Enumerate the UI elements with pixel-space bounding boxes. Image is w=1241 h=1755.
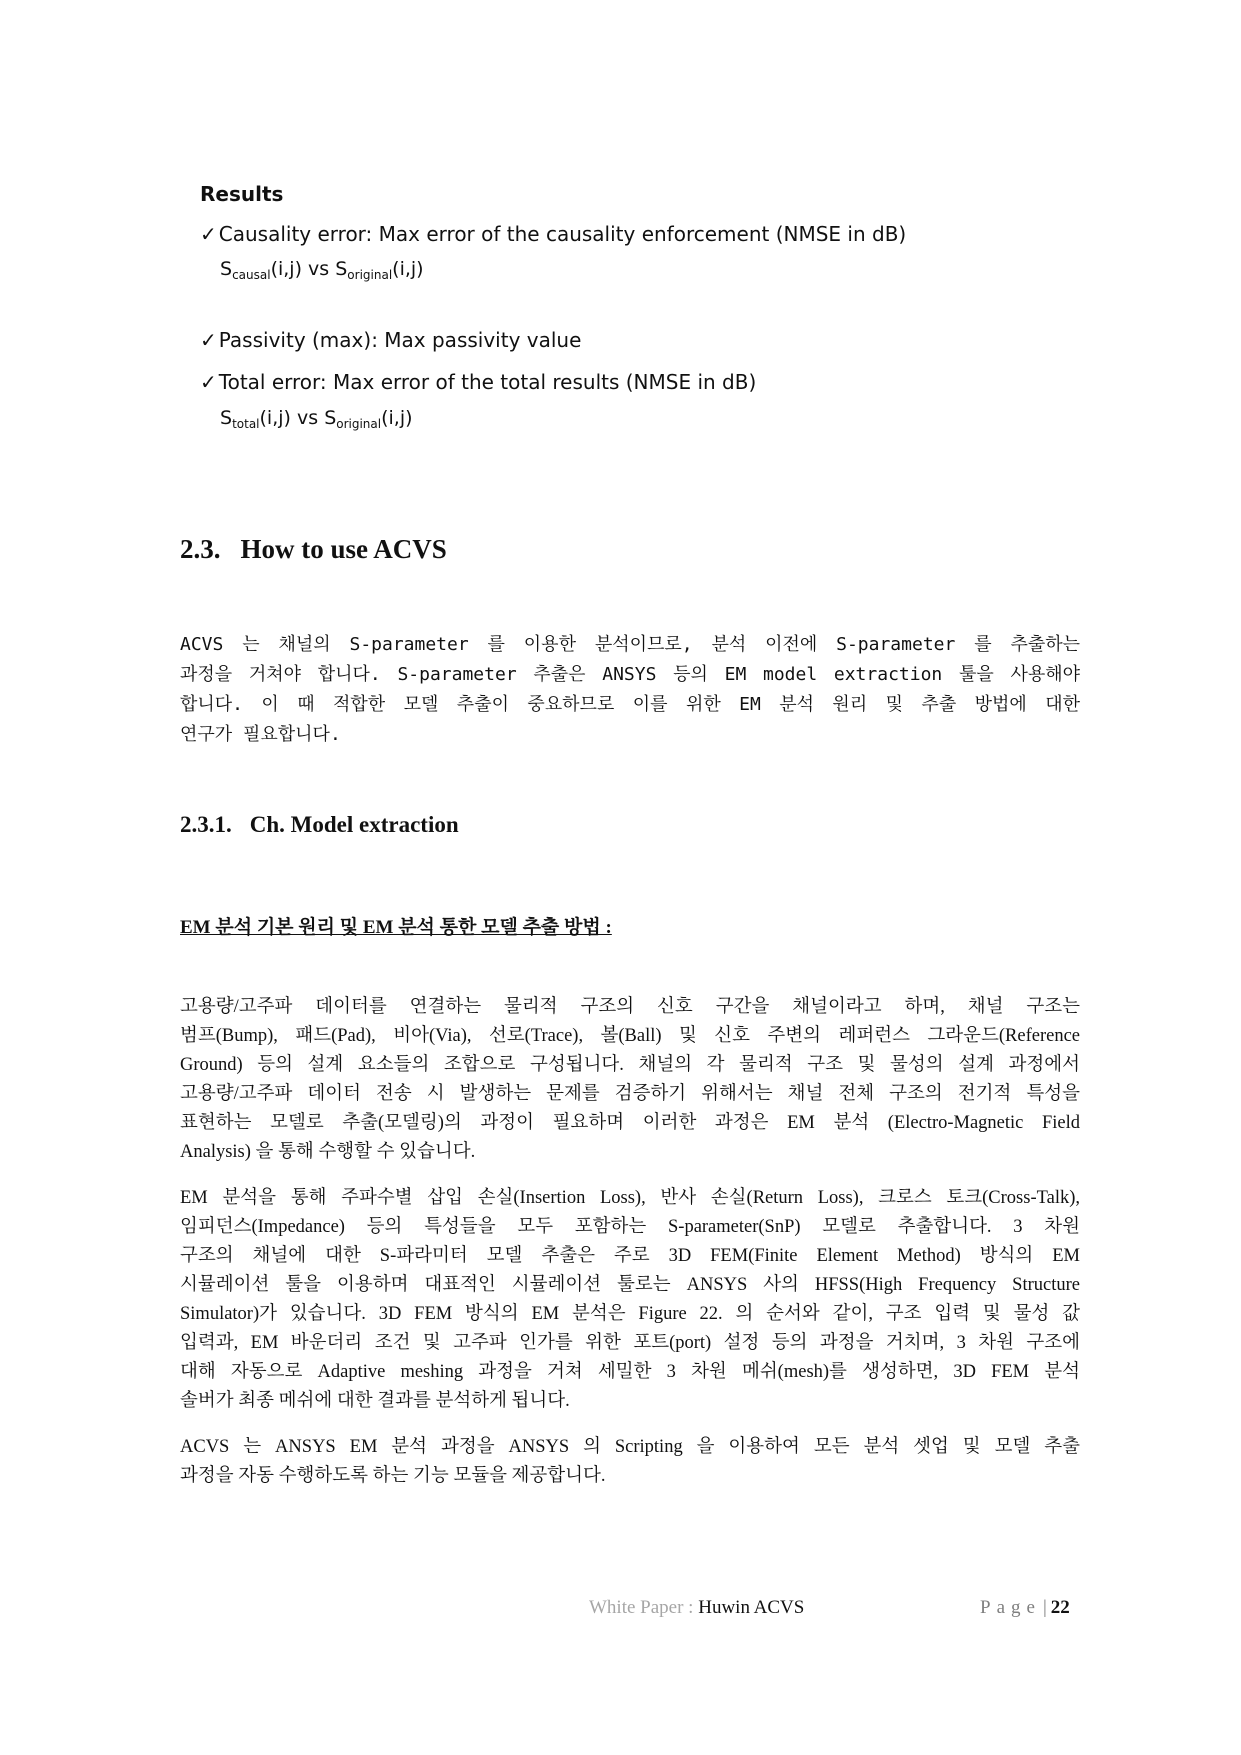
footer-title-prefix: White Paper : xyxy=(589,1597,699,1618)
bullet-causality-error xyxy=(200,222,906,246)
footer-page-number xyxy=(980,1597,1070,1619)
section-number: 2.3. xyxy=(180,534,221,564)
paragraph-line: Ground) 등의 설계 요소들의 조합으로 구성됩니다. 채널의 각 물리적 구조 및 물성의 설계 과정에서 xyxy=(180,1055,1080,1075)
formula-args: (i,j) xyxy=(381,407,413,429)
footer-title-name: Huwin ACVS xyxy=(698,1597,805,1618)
paragraph-line: 표현하는 모델로 추출(모델링)의 과정이 필요하며 이러한 과정은 EM 분석 (Electro-Magnetic Field xyxy=(180,1113,1080,1133)
paragraph-line: 시뮬레이션 툴을 이용하며 대표적인 시뮬레이션 툴로는 ANSYS 사의 HFSS(High Frequency Structure xyxy=(180,1275,1080,1295)
formula-symbol: S xyxy=(335,258,348,280)
paragraph-line: 고용량/고주파 데이터 전송 시 발생하는 문제를 검증하기 위해서는 채널 전체 구조의 전기적 특성을 xyxy=(180,1084,1080,1104)
formula-symbol: S xyxy=(324,407,337,429)
footer-title xyxy=(589,1597,804,1619)
paragraph-line: Simulator)가 있습니다. 3D FEM 방식의 EM 분석은 Figure 22. 의 순서와 같이, 구조 입력 및 물성 값 xyxy=(180,1304,1080,1324)
subsection-heading xyxy=(180,812,459,838)
paragraph-line: 임피던스(Impedance) 등의 특성들을 모두 포함하는 S-parameter(SnP) 모델로 추출합니다. 3 차원 xyxy=(180,1217,1080,1237)
em-principle-heading: EM 분석 기본 원리 및 EM 분석 통한 모델 추출 방법 : xyxy=(180,917,612,938)
body-paragraph-1 xyxy=(180,993,1080,1167)
paragraph-line: ACVS 는 채널의 S-parameter 를 이용한 분석이므로, 분석 이전에 S-parameter 를 추출하는 xyxy=(180,634,1080,655)
checkmark-icon: ✓ xyxy=(200,222,217,246)
section-heading xyxy=(180,534,447,565)
paragraph-line: 합니다. 이 때 적합한 모델 추출이 중요하므로 이를 위한 EM 분석 원리 및 추출 방법에 대한 xyxy=(180,694,1080,715)
subsection-number: 2.3.1. xyxy=(180,812,232,837)
paragraph-line: ACVS 는 ANSYS EM 분석 과정을 ANSYS 의 Scripting 을 이용하여 모든 분석 셋업 및 모델 추출 xyxy=(180,1437,1080,1457)
formula-args: (i,j) xyxy=(270,258,302,280)
page-number: 22 xyxy=(1050,1597,1070,1618)
checkmark-icon: ✓ xyxy=(200,370,217,394)
paragraph-line: EM 분석을 통해 주파수별 삽입 손실(Insertion Loss), 반사 손실(Return Loss), 크로스 토크(Cross-Talk), xyxy=(180,1188,1080,1208)
formula-subscript: original xyxy=(347,268,393,282)
formula-vs: vs xyxy=(290,407,325,429)
formula-symbol: S xyxy=(220,258,233,280)
bullet-total-error xyxy=(200,370,756,394)
section-title: How to use ACVS xyxy=(240,534,447,564)
paragraph-line: 솔버가 최종 메쉬에 대한 결과를 분석하게 됩니다. xyxy=(180,1391,570,1411)
bullet-passivity xyxy=(200,328,581,352)
formula-causal-vs-original xyxy=(220,258,424,282)
paragraph-line: 과정을 거쳐야 합니다. S-parameter 추출은 ANSYS 등의 EM model extraction 툴을 사용해야 xyxy=(180,664,1080,685)
bullet-text: Passivity (max): Max passivity value xyxy=(218,328,582,352)
paragraph-line: 대해 자동으로 Adaptive meshing 과정을 거쳐 세밀한 3 차원 메쉬(mesh)를 생성하면, 3D FEM 분석 xyxy=(180,1362,1080,1382)
formula-total-vs-original xyxy=(220,407,413,431)
paragraph-line: 고용량/고주파 데이터를 연결하는 물리적 구조의 신호 구간을 채널이라고 하며, 채널 구조는 xyxy=(180,997,1080,1017)
body-paragraph-2 xyxy=(180,1184,1080,1416)
bullet-text: Total error: Max error of the total results (NMSE in dB) xyxy=(218,370,757,394)
formula-subscript: total xyxy=(232,417,260,431)
paragraph-line: Analysis) 을 통해 수행할 수 있습니다. xyxy=(180,1142,476,1162)
paragraph-line: 연구가 필요합니다. xyxy=(180,724,341,745)
subsection-title: Ch. Model extraction xyxy=(249,812,459,837)
footer-separator: | xyxy=(1042,1597,1047,1618)
body-paragraph-3 xyxy=(180,1433,1080,1491)
formula-subscript: original xyxy=(336,417,382,431)
formula-symbol: S xyxy=(220,407,233,429)
bullet-text: Causality error: Max error of the causality enforcement (NMSE in dB) xyxy=(218,222,907,246)
results-heading: Results xyxy=(200,182,284,206)
formula-vs: vs xyxy=(302,258,336,280)
formula-args: (i,j) xyxy=(392,258,424,280)
checkmark-icon: ✓ xyxy=(200,328,217,352)
paragraph-line: 입력과, EM 바운더리 조건 및 고주파 인가를 위한 포트(port) 설정 등의 과정을 거치며, 3 차원 구조에 xyxy=(180,1333,1080,1353)
formula-subscript: causal xyxy=(232,268,271,282)
paragraph-line: 범프(Bump), 패드(Pad), 비아(Via), 선로(Trace), 볼(Ball) 및 신호 주변의 레퍼런스 그라운드(Reference xyxy=(180,1026,1080,1046)
footer-page-word: Page xyxy=(980,1597,1041,1618)
paragraph-line: 과정을 자동 수행하도록 하는 기능 모듈을 제공합니다. xyxy=(180,1466,606,1486)
formula-args: (i,j) xyxy=(259,407,291,429)
paragraph-line: 구조의 채널에 대한 S-파라미터 모델 추출은 주로 3D FEM(Finite Element Method) 방식의 EM xyxy=(180,1246,1080,1266)
intro-paragraph xyxy=(180,630,1080,750)
